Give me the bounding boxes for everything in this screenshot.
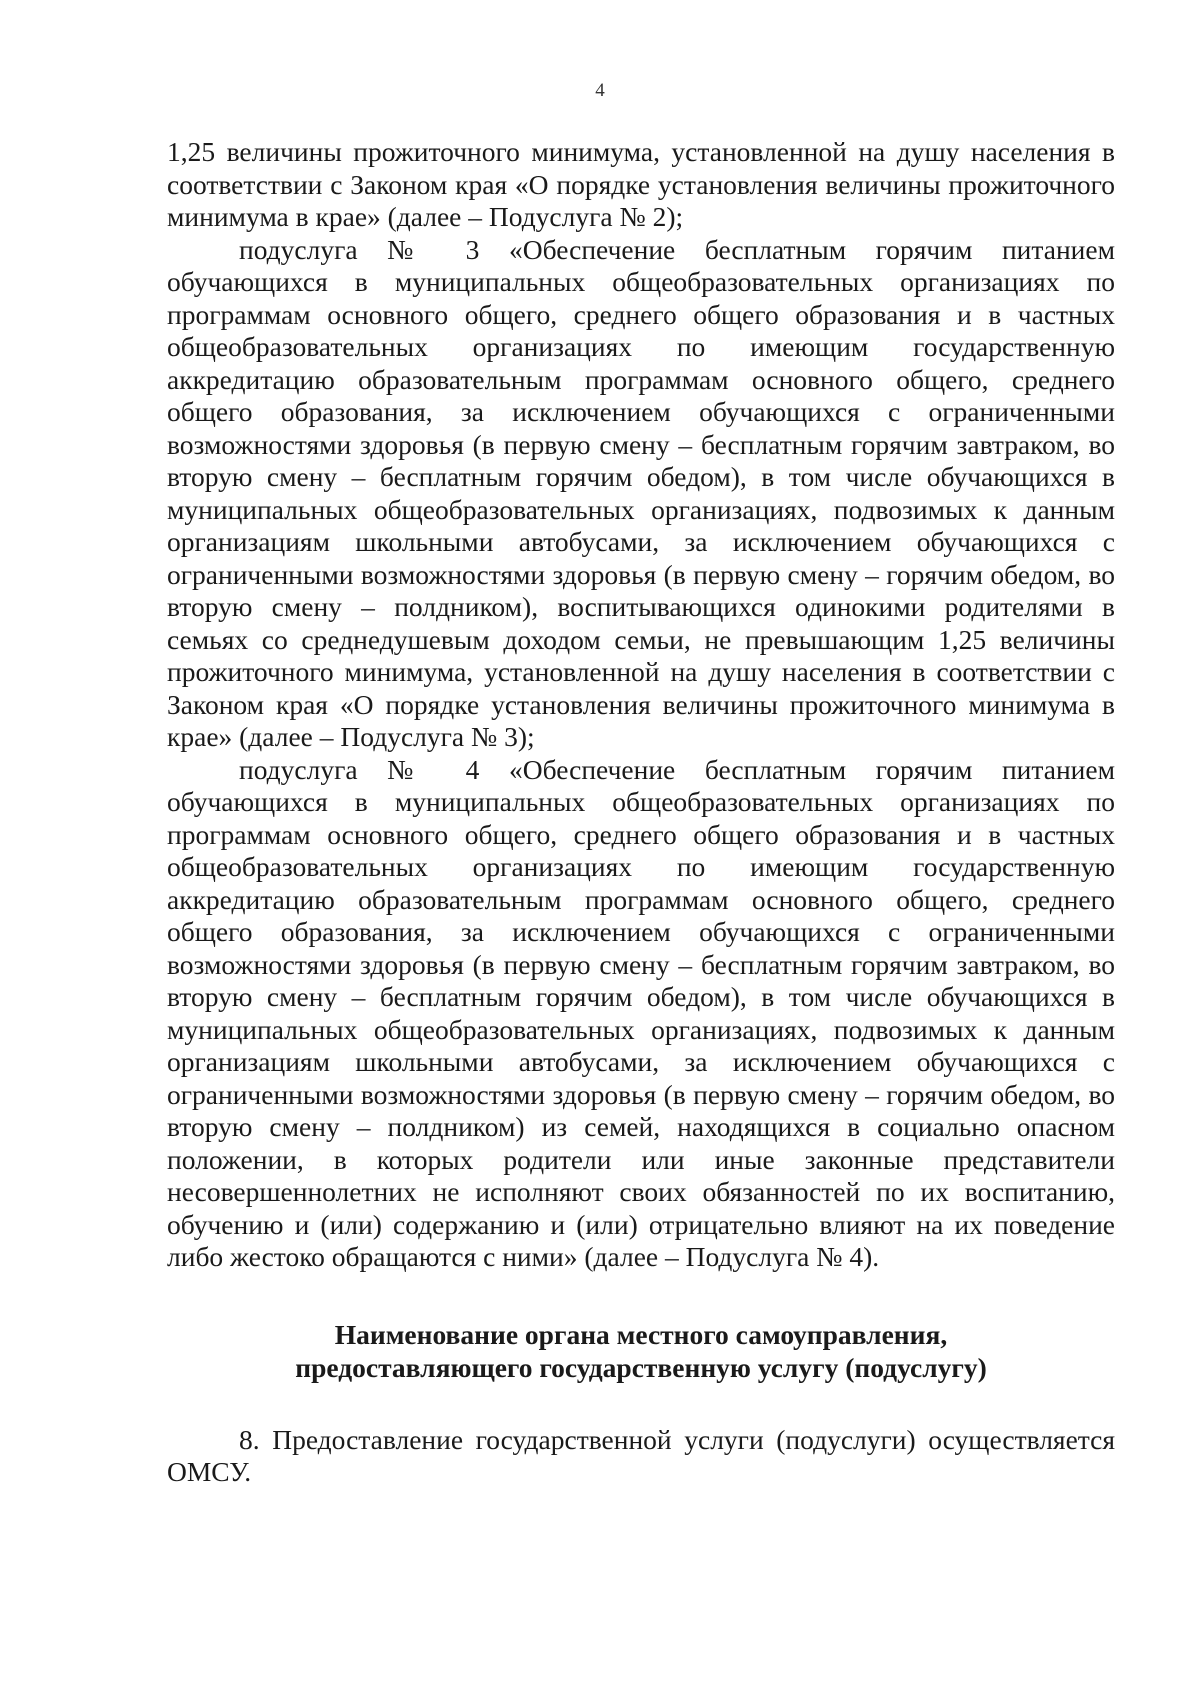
page-number: 4 [595,80,605,101]
section-heading-line-2: предоставляющего государственную услугу (подуслугу) [295,1351,987,1383]
section-heading-line-1: Наименование органа местного самоуправления, [334,1318,948,1350]
paragraph-subservice-3: подуслуга № 3 «Обеспечение бесплатным горячим питанием обучающихся в муниципальных общеобразовательных организациях по программам основного общего, среднего общего образования и в частных общеобразовательных организациях по имеющим государственную аккредитацию образовательным программам основного общего, среднего общего образования, за исключением обучающихся с ограниченными возможностями здоровья (в первую смену – бесплатным горячим завтраком, во вторую смену – бесплатным горячим обедом), в том числе обучающихся в муниципальных общеобразовательных организациях, подвозимых к данным организациям школьными автобусами, за исключением обучающихся с ограниченными возможностями здоровья (в первую смену – горячим обедом, во вторую смену – полдником), воспитывающихся одинокими родителями в семьях со среднедушевым доходом семьи, не превышающим 1,25 величины прожиточного минимума, установленной на душу населения в соответствии с Законом края «О порядке установления величины прожиточного минимума в крае» (далее – Подуслуга № 3); [167,233,1115,752]
section-heading [167,1318,1115,1384]
paragraph-subservice-4: подуслуга № 4 «Обеспечение бесплатным горячим питанием обучающихся в муниципальных общеобразовательных организациях по программам основного общего, среднего общего образования и в частных общеобразовательных организациях по имеющим государственную аккредитацию образовательным программам основного общего, среднего общего образования, за исключением обучающихся с ограниченными возможностями здоровья (в первую смену – бесплатным горячим завтраком, во вторую смену – бесплатным горячим обедом), в том числе обучающихся в муниципальных общеобразовательных организациях, подвозимых к данным организациям школьными автобусами, за исключением обучающихся с ограниченными возможностями здоровья (в первую смену – горячим обедом, во вторую смену – полдником) из семей, находящихся в социально опасном положении, в которых родители или иные законные представители несовершеннолетних не исполняют своих обязанностей по их воспитанию, обучению и (или) содержанию и (или) отрицательно влияют на их поведение либо жестоко обращаются с ними» (далее – Подуслуга № 4). [167,753,1115,1272]
paragraph-continuation: 1,25 величины прожиточного минимума, установленной на душу населения в соответствии с Законом края «О порядке установления величины прожиточного минимума в крае» (далее – Подуслуга № 2); [167,136,1115,232]
clause-8: 8. Предоставление государственной услуги (подуслуги) осуществляется ОМСУ. [167,1423,1115,1487]
document-body [167,136,1115,1489]
